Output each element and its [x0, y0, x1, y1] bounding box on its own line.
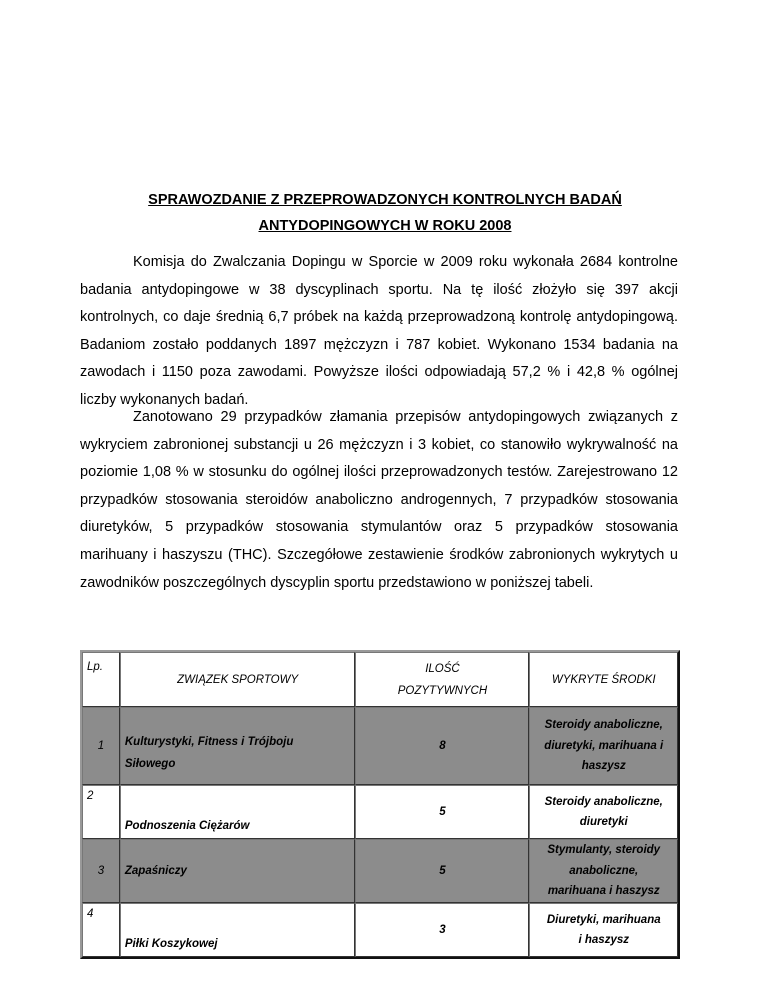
row-association-line2: Siłowego: [124, 758, 176, 770]
row-substances-line1: Stymulanty, steroidy: [547, 844, 661, 857]
row-substances-line1: Diuretyki, marihuana: [546, 913, 661, 926]
row-substances: [529, 785, 678, 839]
row-count: 5: [355, 785, 529, 839]
table-header-row: [82, 652, 678, 707]
row-association: Zapaśniczy: [120, 839, 356, 903]
row-substances-line2: i haszysz: [578, 934, 629, 946]
row-association: [120, 707, 356, 785]
row-substances-line1: Steroidy anaboliczne,: [544, 795, 663, 808]
header-positive-line1: ILOŚĆ: [425, 662, 460, 675]
paragraph-violations: Zanotowano 29 przypadków złamania przepisów antydopingowych związanych z wykryciem zabronionej substancji u 26 mężczyzn i 3 kobiet, co stanowiło wykrywalność na poziomie 1,08 % w stosunku do ogólnej ilości przeprowadzonych testów. Zarejestrowano 12 przypadków stosowania steroidów anaboliczno androgennych, 7 przypadków stosowania diuretyków, 5 przypadków stosowania stymulantów oraz 5 przypadków stosowania marihuany i haszyszu (THC). Szczegółowe zestawienie środków zabronionych wykrytych u zawodników poszczególnych dyscyplin sportu przedstawiono w poniższej tabeli.: [80, 409, 678, 591]
paragraph-summary: Komisja do Zwalczania Dopingu w Sporcie w 2009 roku wykonała 2684 kontrolne badania antydopingowe w 38 dyscyplinach sportu. Na tę ilość złożyło się 397 akcji kontrolnych, co daje średnią 6,7 próbek na każdą przeprowadzoną kontrolę antydopingową. Badaniom zostało poddanych 1897 mężczyzn i 787 kobiet. Wykonano 1534 badania na zawodach i 1150 poza zawodami. Powyższe ilości odpowiadają 57,2 % i 42,8 % ogólnej liczby wykonanych badań.: [80, 254, 678, 408]
row-substances: [529, 839, 678, 903]
header-positive: [355, 652, 529, 707]
report-title-line2: ANTYDOPINGOWYCH W ROKU 2008: [258, 218, 512, 234]
header-association: ZWIĄZEK SPORTOWY: [120, 652, 356, 707]
row-substances: [529, 707, 678, 785]
header-lp: Lp.: [82, 652, 120, 707]
header-positive-line2: POZYTYWNYCH: [397, 684, 488, 697]
report-title-line1: SPRAWOZDANIE Z PRZEPROWADZONYCH KONTROLNYCH BADAŃ: [148, 192, 622, 208]
row-substances-line1: Steroidy anaboliczne,: [544, 719, 663, 732]
row-substances-line3: marihuana i haszysz: [547, 885, 660, 898]
row-lp: 1: [82, 707, 120, 785]
row-association-line1: Kulturystyki, Fitness i Trójboju: [124, 736, 294, 748]
row-substances-line2: diuretyki, marihuana i: [544, 739, 664, 752]
row-count: 3: [355, 903, 529, 957]
row-lp: 2: [82, 785, 120, 839]
table-row: [82, 839, 678, 903]
row-count: 5: [355, 839, 529, 903]
row-association: Piłki Koszykowej: [120, 903, 356, 957]
table-row: [82, 707, 678, 785]
row-substances-line3: haszysz: [581, 760, 626, 773]
row-substances-line2: anaboliczne,: [569, 864, 639, 877]
row-substances-line2: diuretyki: [579, 816, 628, 828]
row-substances: [529, 903, 678, 957]
row-lp: 3: [82, 839, 120, 903]
table-row: [82, 903, 678, 957]
row-association: Podnoszenia Ciężarów: [120, 785, 356, 839]
row-lp: 4: [82, 903, 120, 957]
results-table-container: [80, 650, 680, 959]
table-row: [82, 785, 678, 839]
header-substances: WYKRYTE ŚRODKI: [529, 652, 678, 707]
row-count: 8: [355, 707, 529, 785]
results-table: [80, 650, 680, 959]
